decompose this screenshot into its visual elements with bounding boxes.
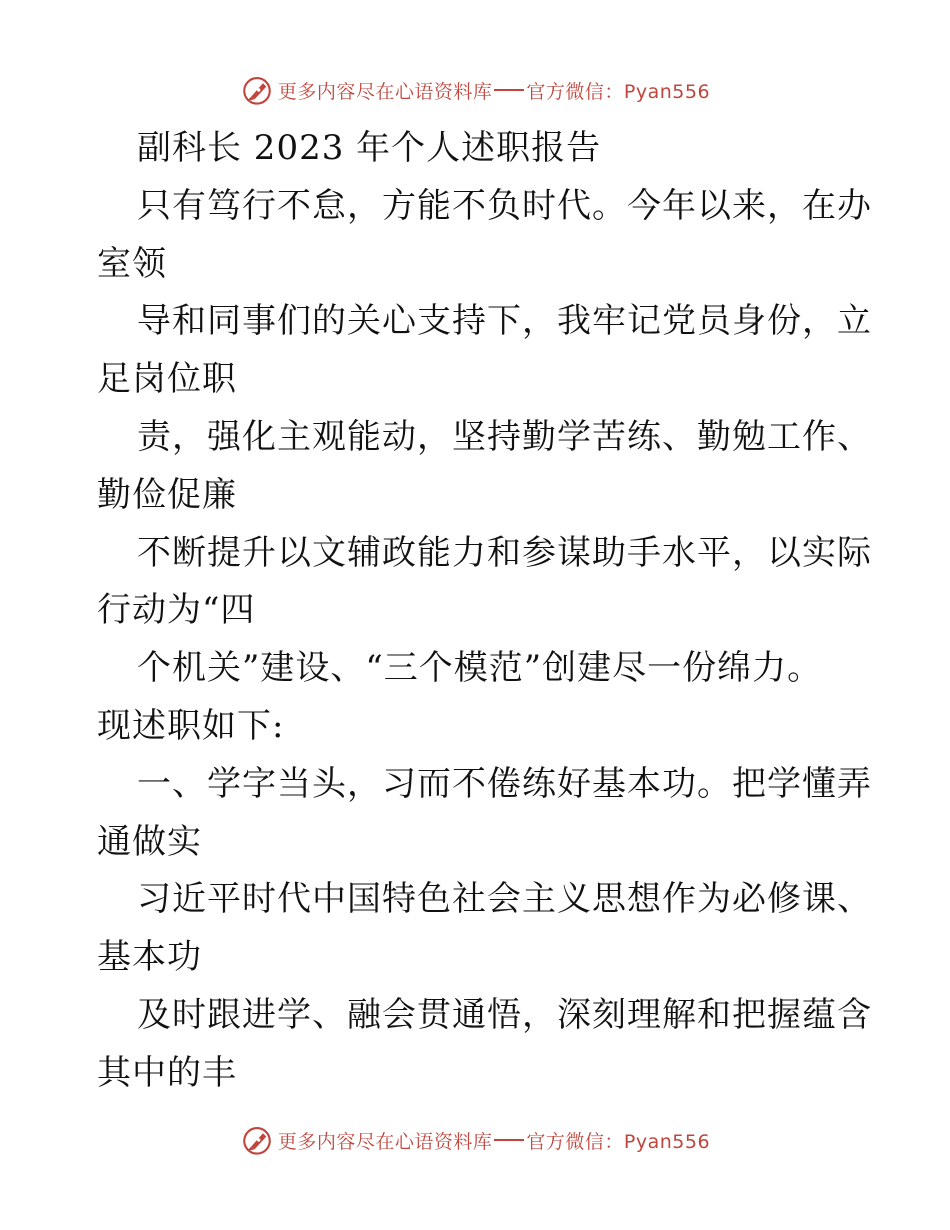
- paragraph-line: 个机关”建设、“三个模范”创建尽一份绵力。: [137, 648, 823, 689]
- document-body: [97, 120, 872, 1103]
- pen-nib-circle-icon: [240, 73, 274, 107]
- banner-main-text: 更多内容尽在心语资料库: [277, 1130, 493, 1153]
- paragraph-line: 足岗位职: [97, 359, 237, 400]
- paragraph-line: 勤俭促廉: [97, 474, 237, 515]
- document-title: 副科长 2023 年个人述职报告: [137, 128, 602, 168]
- header-watermark-banner: [0, 70, 950, 110]
- section-heading-line: 一、学字当头，习而不倦练好基本功。把学懂弄: [137, 763, 872, 804]
- pen-nib-circle-icon: [240, 1123, 274, 1157]
- paragraph-line: 不断提升以文辅政能力和参谋助手水平，以实际: [137, 532, 872, 573]
- paragraph-line: 导和同事们的关心支持下，我牢记党员身份，立: [137, 301, 872, 342]
- paragraph-line: 室领: [97, 243, 167, 284]
- banner-wechat-text: 官方微信：Pyan556: [526, 80, 711, 103]
- footer-watermark-banner: [0, 1120, 950, 1160]
- paragraph-line: 通做实: [97, 821, 202, 862]
- paragraph-line: 习近平时代中国特色社会主义思想作为必修课、: [137, 879, 872, 920]
- paragraph-line: 及时跟进学、融会贯通悟，深刻理解和把握蕴含: [137, 994, 872, 1035]
- paragraph-line: 行动为“四: [97, 590, 256, 631]
- banner-wechat-text: 官方微信：Pyan556: [526, 1130, 711, 1153]
- banner-dash: [494, 1139, 524, 1141]
- paragraph-line: 责，强化主观能动，坚持勤学苦练、勤勉工作、: [137, 416, 872, 457]
- paragraph-line: 只有笃行不怠，方能不负时代。今年以来，在办: [137, 185, 872, 226]
- banner-dash: [494, 89, 524, 91]
- paragraph-line: 其中的丰: [97, 1052, 237, 1093]
- paragraph-line: 基本功: [97, 937, 202, 978]
- paragraph-line: 现述职如下:: [97, 705, 285, 746]
- banner-main-text: 更多内容尽在心语资料库: [277, 80, 493, 103]
